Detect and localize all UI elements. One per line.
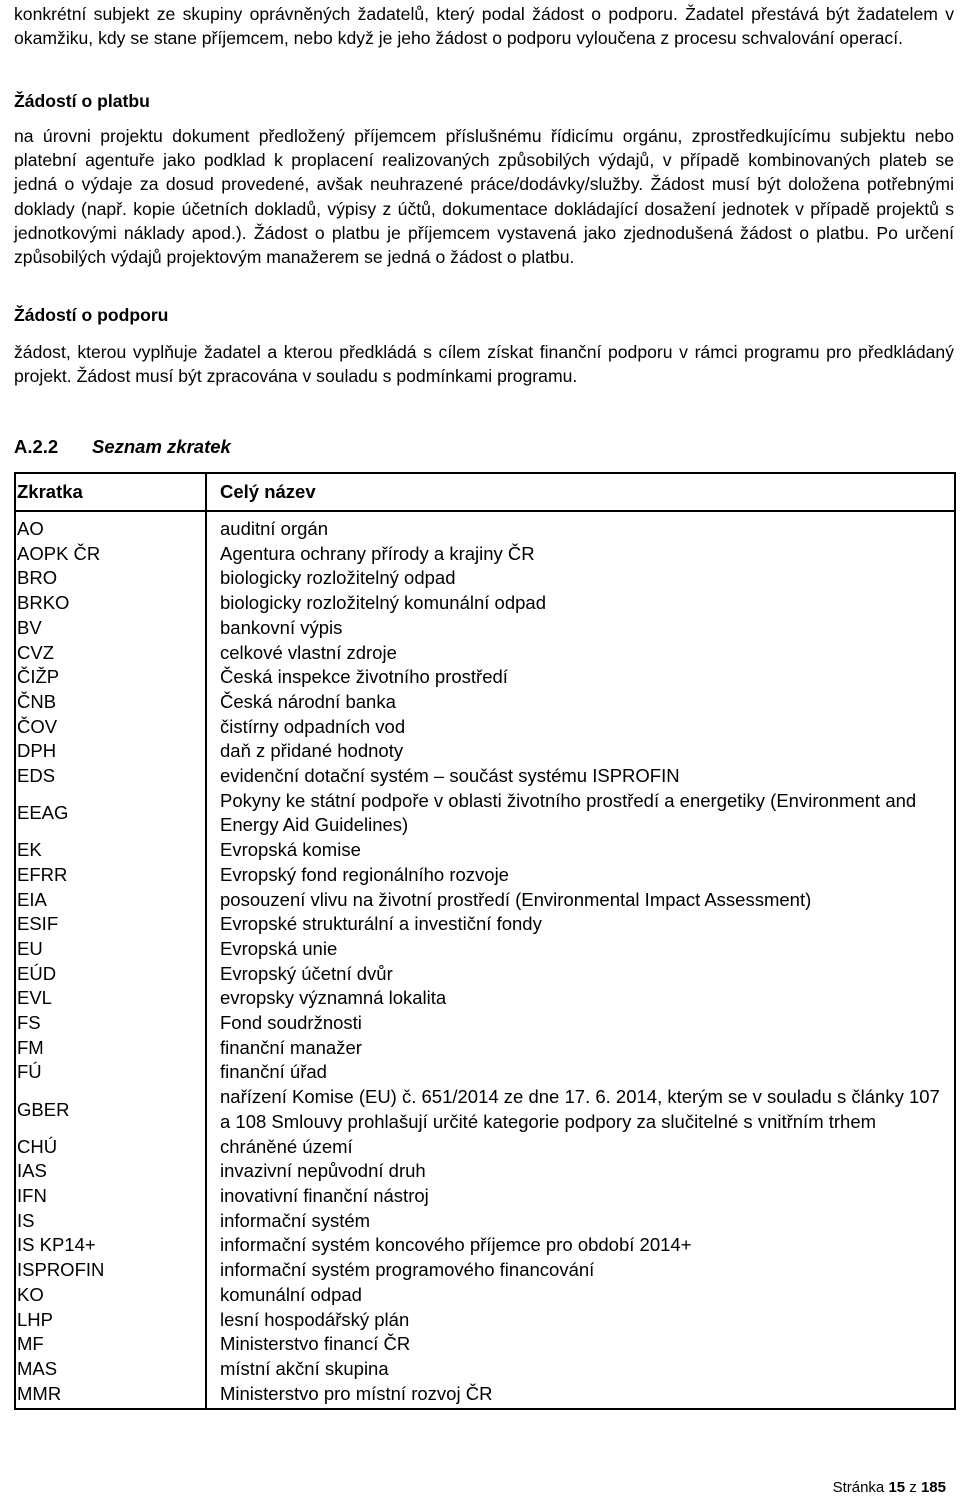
abbreviation-cell: ESIF xyxy=(15,912,206,937)
footer-page-label: Stránka xyxy=(832,1479,885,1496)
full-name-cell: biologicky rozložitelný komunální odpad xyxy=(206,591,955,616)
abbreviation-cell: CHÚ xyxy=(15,1135,206,1160)
abbreviation-cell: CVZ xyxy=(15,641,206,666)
table-row xyxy=(15,1283,955,1308)
table-row xyxy=(15,1060,955,1085)
table-row xyxy=(15,1308,955,1333)
full-name-cell: auditní orgán xyxy=(206,517,955,542)
full-name-cell: evropsky významná lokalita xyxy=(206,986,955,1011)
full-name-cell: Ministerstvo financí ČR xyxy=(206,1332,955,1357)
full-name-cell: informační systém xyxy=(206,1209,955,1234)
table-row xyxy=(15,1036,955,1061)
table-row xyxy=(15,764,955,789)
full-name-cell: Evropská unie xyxy=(206,937,955,962)
full-name-cell: informační systém programového financování xyxy=(206,1258,955,1283)
full-name-cell: Evropská komise xyxy=(206,838,955,863)
abbreviation-cell: ČNB xyxy=(15,690,206,715)
abbreviation-cell: IFN xyxy=(15,1184,206,1209)
table-row xyxy=(15,888,955,913)
abbreviation-cell: ISPROFIN xyxy=(15,1258,206,1283)
full-name-cell: Fond soudržnosti xyxy=(206,1011,955,1036)
table-row xyxy=(15,1135,955,1160)
full-name-cell: inovativní finanční nástroj xyxy=(206,1184,955,1209)
abbreviation-cell: KO xyxy=(15,1283,206,1308)
full-name-cell: Pokyny ke státní podpoře v oblasti životního prostředí a energetiky (Environment and Energy Aid Guidelines) xyxy=(206,789,955,838)
full-name-cell: informační systém koncového příjemce pro období 2014+ xyxy=(206,1233,955,1258)
table-row xyxy=(15,1159,955,1184)
table-row xyxy=(15,1184,955,1209)
table-row xyxy=(15,715,955,740)
full-name-cell: Evropské strukturální a investiční fondy xyxy=(206,912,955,937)
abbreviation-cell: MMR xyxy=(15,1382,206,1410)
abbreviation-cell: EDS xyxy=(15,764,206,789)
table-row xyxy=(15,1382,955,1410)
abbreviation-cell: EIA xyxy=(15,888,206,913)
table-row xyxy=(15,566,955,591)
table-row xyxy=(15,838,955,863)
full-name-cell: posouzení vlivu na životní prostředí (Environmental Impact Assessment) xyxy=(206,888,955,913)
page-footer xyxy=(833,1479,946,1496)
table-row xyxy=(15,863,955,888)
abbreviation-cell: BRKO xyxy=(15,591,206,616)
full-name-cell: biologicky rozložitelný odpad xyxy=(206,566,955,591)
table-row xyxy=(15,1085,955,1134)
full-name-cell: Česká národní banka xyxy=(206,690,955,715)
column-header-full-name: Celý název xyxy=(206,473,955,511)
abbreviations-table-body xyxy=(15,511,955,1409)
definition-zadost-o-platbu: na úrovni projektu dokument předložený příjemcem příslušnému řídicímu orgánu, zprostředkujícímu subjektu nebo platební agentuře jako podklad k proplacení realizovaných způsobilých výdajů, v případě kombinovaných plateb se jedná o výdaje za dosud provedené, avšak neuhrazené práce/dodávky/služby. Žádost musí být doložena potřebnými doklady (např. kopie účetních dokladů, výpisy z účtů, dokumentace dokládající dosažení jednotek v případě projektů s jednotkovými náklady apod.). Žádost o platbu je příjemcem vystavená jako zjednodušená žádost o platbu. Po určení způsobilých výdajů projektovým manažerem se jedná o žádost o platbu. xyxy=(14,126,954,268)
full-name-cell: Česká inspekce životního prostředí xyxy=(206,665,955,690)
heading-zadost-o-platbu: Žádostí o platbu xyxy=(14,91,150,111)
full-name-cell: finanční úřad xyxy=(206,1060,955,1085)
definition-zadost-o-podporu: žádost, kterou vyplňuje žadatel a kterou předkládá s cílem získat finanční podporu v rámci programu pro předkládaný projekt. Žádost musí být zpracována v souladu s podmínkami programu. xyxy=(14,342,954,387)
table-row xyxy=(15,616,955,641)
table-row xyxy=(15,591,955,616)
table-row xyxy=(15,986,955,1011)
table-row xyxy=(15,739,955,764)
intro-paragraph: konkrétní subjekt ze skupiny oprávněných žadatelů, který podal žádost o podporu. Žadatel přestává být žadatelem v okamžiku, kdy se stane příjemcem, nebo když je jeho žádost o podporu vyloučena z procesu schvalování operací. xyxy=(14,4,954,49)
full-name-cell: finanční manažer xyxy=(206,1036,955,1061)
table-row xyxy=(15,937,955,962)
section-number: A.2.2 xyxy=(14,436,59,457)
abbreviation-cell: IAS xyxy=(15,1159,206,1184)
heading-zadost-o-podporu: Žádostí o podporu xyxy=(14,305,169,325)
full-name-cell: Agentura ochrany přírody a krajiny ČR xyxy=(206,542,955,567)
full-name-cell: evidenční dotační systém – součást systému ISPROFIN xyxy=(206,764,955,789)
table-row xyxy=(15,1332,955,1357)
table-row xyxy=(15,1233,955,1258)
full-name-cell: nařízení Komise (EU) č. 651/2014 ze dne 17. 6. 2014, kterým se v souladu s články 107 a 108 Smlouvy prohlašují určité kategorie podpory za slučitelné s vnitřním trhem xyxy=(206,1085,955,1134)
full-name-cell: daň z přidané hodnoty xyxy=(206,739,955,764)
full-name-cell: chráněné území xyxy=(206,1135,955,1160)
abbreviation-cell: EFRR xyxy=(15,863,206,888)
full-name-cell: komunální odpad xyxy=(206,1283,955,1308)
table-row xyxy=(15,542,955,567)
abbreviation-cell: AO xyxy=(15,517,206,542)
full-name-cell: Evropský fond regionálního rozvoje xyxy=(206,863,955,888)
abbreviation-cell: ČOV xyxy=(15,715,206,740)
abbreviation-cell: LHP xyxy=(15,1308,206,1333)
abbreviation-cell: MF xyxy=(15,1332,206,1357)
table-row xyxy=(15,789,955,838)
footer-page-total: 185 xyxy=(920,1479,946,1496)
column-header-abbreviation: Zkratka xyxy=(15,473,206,511)
footer-page-separator: z xyxy=(909,1479,917,1496)
full-name-cell: místní akční skupina xyxy=(206,1357,955,1382)
abbreviation-cell: IS xyxy=(15,1209,206,1234)
abbreviations-table xyxy=(14,472,956,1410)
abbreviation-cell: EVL xyxy=(15,986,206,1011)
table-row xyxy=(15,690,955,715)
full-name-cell: Ministerstvo pro místní rozvoj ČR xyxy=(206,1382,955,1410)
table-row xyxy=(15,962,955,987)
full-name-cell: bankovní výpis xyxy=(206,616,955,641)
full-name-cell: lesní hospodářský plán xyxy=(206,1308,955,1333)
table-row xyxy=(15,665,955,690)
full-name-cell: Evropský účetní dvůr xyxy=(206,962,955,987)
full-name-cell: invazivní nepůvodní druh xyxy=(206,1159,955,1184)
abbreviation-cell: BV xyxy=(15,616,206,641)
table-row xyxy=(15,912,955,937)
abbreviation-cell: EEAG xyxy=(15,789,206,838)
abbreviation-cell: EU xyxy=(15,937,206,962)
table-header-row xyxy=(15,473,955,511)
section-title: Seznam zkratek xyxy=(92,436,231,457)
abbreviation-cell: EÚD xyxy=(15,962,206,987)
abbreviation-cell: EK xyxy=(15,838,206,863)
abbreviation-cell: BRO xyxy=(15,566,206,591)
abbreviation-cell: GBER xyxy=(15,1085,206,1134)
table-row xyxy=(15,641,955,666)
abbreviation-cell: MAS xyxy=(15,1357,206,1382)
footer-page-number: 15 xyxy=(888,1479,906,1496)
abbreviation-cell: FM xyxy=(15,1036,206,1061)
abbreviation-cell: DPH xyxy=(15,739,206,764)
abbreviation-cell: AOPK ČR xyxy=(15,542,206,567)
section-heading xyxy=(14,435,231,459)
table-row xyxy=(15,517,955,542)
abbreviation-cell: FÚ xyxy=(15,1060,206,1085)
full-name-cell: čistírny odpadních vod xyxy=(206,715,955,740)
abbreviation-cell: ČIŽP xyxy=(15,665,206,690)
table-row xyxy=(15,1357,955,1382)
abbreviation-cell: FS xyxy=(15,1011,206,1036)
table-row xyxy=(15,1209,955,1234)
table-row xyxy=(15,1258,955,1283)
table-row xyxy=(15,1011,955,1036)
abbreviation-cell: IS KP14+ xyxy=(15,1233,206,1258)
full-name-cell: celkové vlastní zdroje xyxy=(206,641,955,666)
